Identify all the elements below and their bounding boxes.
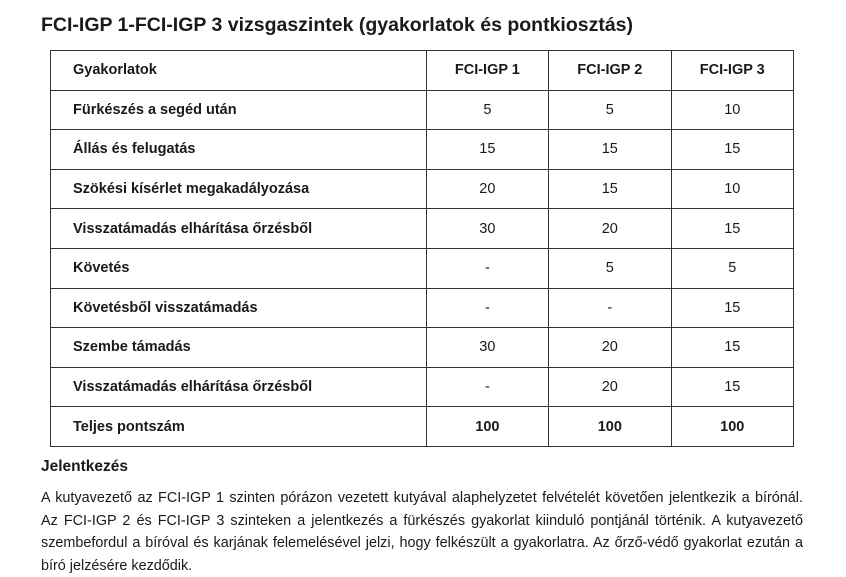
igp1-points: - <box>426 288 548 328</box>
exercise-score-table <box>50 50 794 447</box>
igp3-points: 15 <box>671 209 793 249</box>
igp1-points: 30 <box>426 328 548 368</box>
igp1-points: - <box>426 248 548 288</box>
igp3-points: 15 <box>671 130 793 170</box>
igp2-points: 5 <box>549 248 671 288</box>
table-row <box>51 288 794 328</box>
table-row <box>51 90 794 130</box>
igp2-points: 20 <box>549 209 671 249</box>
header-fci-igp-2: FCI-IGP 2 <box>549 51 671 91</box>
igp2-points: 15 <box>549 169 671 209</box>
igp1-points: 15 <box>426 130 548 170</box>
igp1-points: 30 <box>426 209 548 249</box>
exercise-name: Fürkészés a segéd után <box>51 90 427 130</box>
exercise-name: Visszatámadás elhárítása őrzésből <box>51 367 427 407</box>
table-header-row <box>51 51 794 91</box>
igp1-points: 20 <box>426 169 548 209</box>
exercise-name: Visszatámadás elhárítása őrzésből <box>51 209 427 249</box>
table-row <box>51 328 794 368</box>
exercise-name: Követés <box>51 248 427 288</box>
igp3-points: 10 <box>671 169 793 209</box>
header-fci-igp-1: FCI-IGP 1 <box>426 51 548 91</box>
igp3-points: 15 <box>671 288 793 328</box>
igp3-total: 100 <box>671 407 793 447</box>
table-row <box>51 169 794 209</box>
igp3-points: 15 <box>671 328 793 368</box>
igp1-points: 5 <box>426 90 548 130</box>
igp1-points: - <box>426 367 548 407</box>
header-exercises: Gyakorlatok <box>51 51 427 91</box>
igp1-total: 100 <box>426 407 548 447</box>
page-title: FCI-IGP 1-FCI-IGP 3 vizsgaszintek (gyakorlatok és pontkiosztás) <box>41 14 634 36</box>
total-label: Teljes pontszám <box>51 407 427 447</box>
igp2-total: 100 <box>549 407 671 447</box>
table-row <box>51 130 794 170</box>
igp2-points: 5 <box>549 90 671 130</box>
igp2-points: 20 <box>549 328 671 368</box>
table-row <box>51 248 794 288</box>
igp2-points: 20 <box>549 367 671 407</box>
igp3-points: 15 <box>671 367 793 407</box>
igp3-points: 10 <box>671 90 793 130</box>
exercise-name: Szökési kísérlet megakadályozása <box>51 169 427 209</box>
section-paragraph: A kutyavezető az FCI-IGP 1 szinten pórázon vezetett kutyával alaphelyzetet felvételét követően jelentkezik a bírónál. Az FCI-IGP 2 és FCI-IGP 3 szinteken a jelentkezés a fürkészés gyakorlat kiinduló pontjánál történik. A kutyavezető szembefordul a bíróval és karjának felemelésével jelzi, hogy felkészült a gyakorlatra. Az őrző-védő gyakorlat ezután a bíró jelzésére kezdődik. <box>41 490 803 574</box>
exercise-name: Állás és felugatás <box>51 130 427 170</box>
igp3-points: 5 <box>671 248 793 288</box>
igp2-points: 15 <box>549 130 671 170</box>
table-total-row <box>51 407 794 447</box>
exercise-name: Követésből visszatámadás <box>51 288 427 328</box>
header-fci-igp-3: FCI-IGP 3 <box>671 51 793 91</box>
exercise-name: Szembe támadás <box>51 328 427 368</box>
section-heading: Jelentkezés <box>41 458 129 475</box>
table-row <box>51 367 794 407</box>
igp2-points: - <box>549 288 671 328</box>
table-row <box>51 209 794 249</box>
